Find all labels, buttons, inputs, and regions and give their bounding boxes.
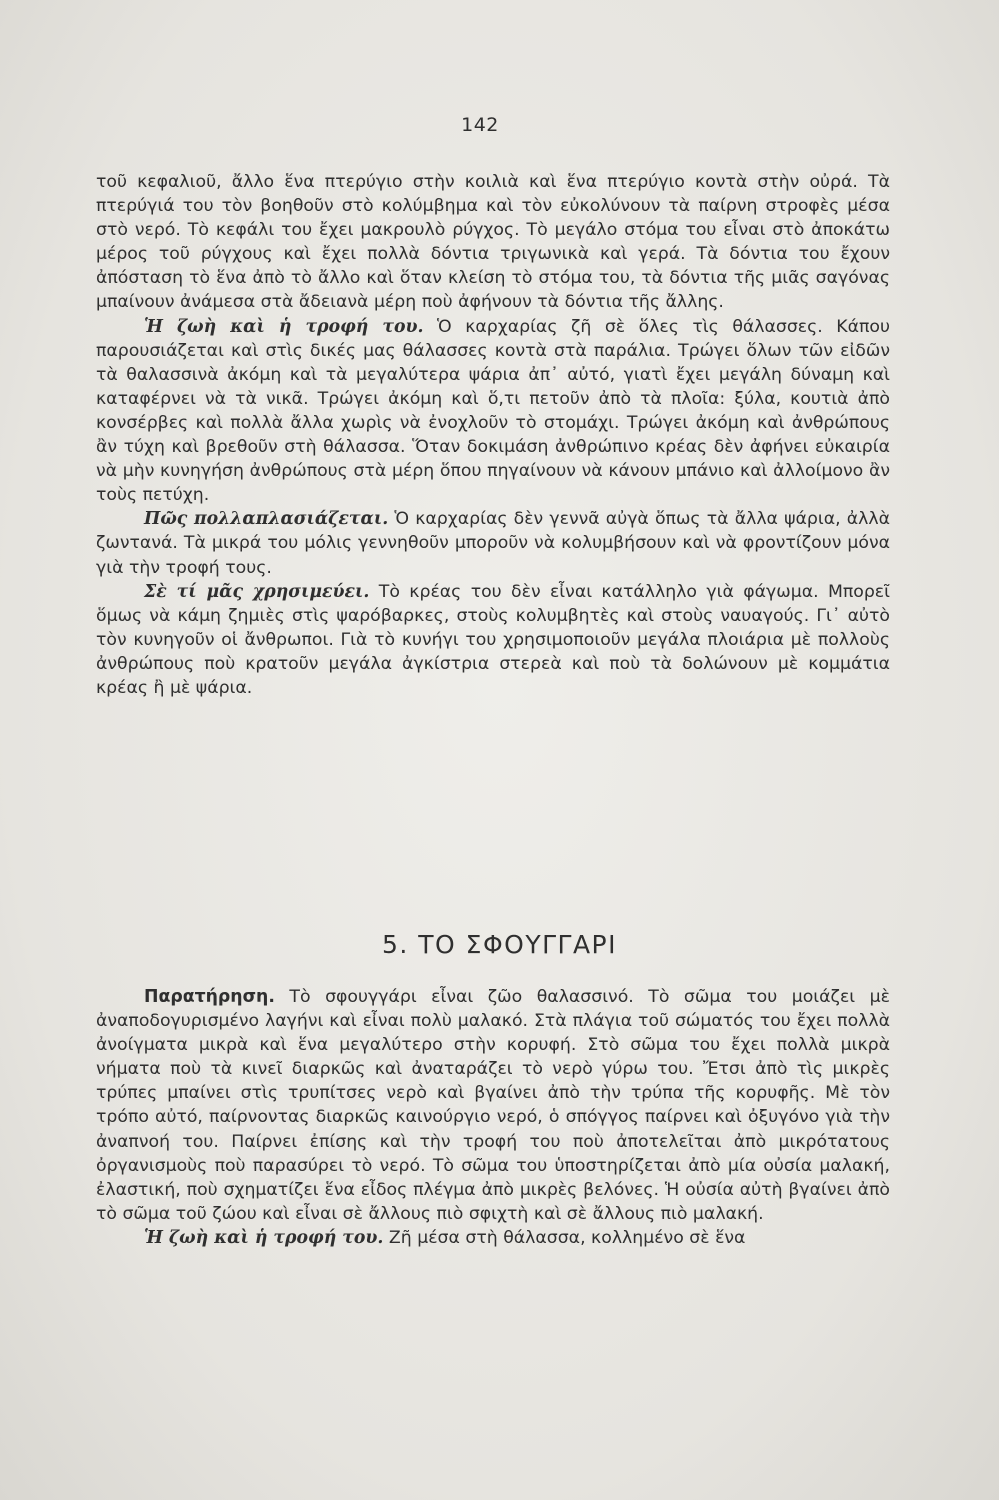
sponge-observation-text: Τὸ σφουγγάρι εἶναι ζῶο θαλασσινό. Τὸ σῶμα του μοιάζει μὲ ἀναποδογυρισμένο λαγήνι καὶ εἶναι πολὺ μαλακό. Στὰ πλάγια τοῦ σώματός του ἔχει πολλὰ ἀνοίγματα μικρὰ καὶ ἕνα μεγαλύτερο στὴν κορυφή. Στὸ σῶμα του ἔχει πολλὰ μικρὰ νήματα ποὺ τὰ κινεῖ διαρκῶς καὶ ἀναταράζει τὸ νερὸ γύρω του. Ἔτσι ἀπὸ τὶς μικρὲς τρύπες μπαίνει στὶς τρυπίτσες νερὸ καὶ βγαίνει ἀπὸ τὴν τρύπα τῆς κορυφῆς. Μὲ τὸν τρόπο αὐτό, παίρνοντας διαρκῶς καινούργιο νερό, ὁ σπόγγος παίρνει καὶ ὀξυγόνο γιὰ τὴν ἀναπνοή του. Παίρνει ἐπίσης καὶ τὴν τροφή του ποὺ ἀποτελεῖται ἀπὸ μικρότατους ὀργανισμοὺς ποὺ παρασύρει τὸ νερό. Τὸ σῶμα του ὑποστηρίζεται ἀπὸ μία οὐσία μαλακή, ἐλαστική, ποὺ σχηματίζει ἕνα εἶδος πλέγμα ἀπὸ μικρὲς βελόνες. Ἡ οὐσία αὐτὴ βγαίνει ἀπὸ τὸ σῶμα τοῦ ζώου καὶ εἶναι σὲ ἄλλους πιὸ σφιχτὴ καὶ σὲ ἄλλους πιὸ μαλακή. — [96, 987, 890, 1224]
sponge-life-lead: Ἡ ζωὴ καὶ ἡ τροφή του. — [144, 1227, 384, 1248]
shark-life-lead: Ἡ ζωὴ καὶ ἡ τροφή του. — [144, 316, 424, 337]
sponge-section-text — [96, 985, 890, 1250]
sponge-observation-paragraph — [96, 985, 890, 1226]
shark-usefulness-lead: Σὲ τί μᾶς χρησιμεύει. — [144, 581, 370, 602]
shark-usefulness-text: Τὸ κρέας του δὲν εἶναι κατάλληλο γιὰ φάγωμα. Μπορεῖ ὅμως νὰ κάμη ζημιὲς στὶς ψαρόβαρκες, στοὺς κολυμβητὲς καὶ στοὺς ναυαγούς. Γι᾽ αὐτὸ τὸν κυνηγοῦν οἱ ἄνθρωποι. Γιὰ τὸ κυνήγι του χρησιμοποιοῦν μεγάλα πλοιάρια μὲ πολλοὺς ἀνθρώπους ποὺ κρατοῦν μεγάλα ἀγκίστρια στερεὰ καὶ ποὺ τὰ δολώνουν μὲ κομμάτια κρέας ἢ μὲ ψάρια. — [96, 581, 890, 698]
shark-usefulness-paragraph — [96, 580, 890, 700]
shark-life-text: Ὁ καρχαρίας ζῆ σὲ ὅλες τὶς θάλασσες. Κάπου παρουσιάζεται καὶ στὶς δικές μας θάλασσες κοντὰ στὰ παράλια. Τρώγει ὅλων τῶν εἰδῶν τὰ θαλασσινὰ ἀκόμη καὶ τὰ μεγαλύτερα ψάρια ἀπ᾽ αὐτό, γιατὶ ἔχει μεγάλη δύναμη καὶ καταφέρνει νὰ τὰ νικᾶ. Τρώγει ἀκόμη καὶ ὅ,τι πετοῦν ἀπὸ τὰ πλοῖα: ξύλα, κουτιὰ ἀπὸ κονσέρβες καὶ πολλὰ ἄλλα χωρὶς νὰ ἐνοχλοῦν τὸ στομάχι. Τρώγει ἀκόμη καὶ ἀνθρώπους ἂν τύχη καὶ βρεθοῦν στὴ θάλασσα. Ὅταν δοκιμάση ἀνθρώπινο κρέας δὲν ἀφήνει εὐκαιρία νὰ μὴν κυνηγήση ἀνθρώπους στὰ μέρη ὅπου πηγαίνουν νὰ κάνουν μπάνιο καὶ ἀλλοίμονο ἂν τοὺς πετύχη. — [96, 316, 890, 506]
section-heading-sponge: 5. ΤΟ ΣΦΟΥΓΓΑΡΙ — [381, 930, 618, 959]
sponge-life-paragraph — [96, 1226, 890, 1250]
shark-reproduction-lead: Πῶς πολλαπλασιάζεται. — [144, 509, 389, 530]
shark-reproduction-text: Ὁ καρχαρίας δὲν γεννᾶ αὐγὰ ὅπως τὰ ἄλλα ψάρια, ἀλλὰ ζωντανά. Τὰ μικρά του μόλις γεννηθοῦν μποροῦν νὰ κολυμβήσουν καὶ νὰ φροντίζουν μόνα γιὰ τὴν τροφή τους. — [96, 509, 890, 578]
sponge-life-text: Ζῆ μέσα στὴ θάλασσα, κολλημένο σὲ ἕνα — [383, 1227, 746, 1248]
shark-section-text — [96, 170, 890, 700]
page-number: 142 — [461, 114, 499, 136]
sponge-observation-lead: Παρατήρηση. — [144, 987, 275, 1007]
shark-reproduction-paragraph — [96, 507, 890, 579]
shark-anatomy-paragraph: τοῦ κεφαλιοῦ, ἄλλο ἕνα πτερύγιο στὴν κοιλιὰ καὶ ἕνα πτερύγιο κοντὰ στὴν οὐρά. Τὰ πτερύγιά του τὸν βοηθοῦν στὸ κολύμβημα καὶ τὸν εὐκολύνουν τὰ παίρνη στροφὲς μέσα στὸ νερό. Τὸ κεφάλι του ἔχει μακρουλὸ ρύγχος. Τὸ μεγάλο στόμα του εἶναι στὸ ἀποκάτω μέρος τοῦ ρύγχους καὶ ἔχει πολλὰ δόντια τριγωνικὰ καὶ γερά. Τὰ δόντια του ἔχουν ἀπόσταση τὸ ἕνα ἀπὸ τὸ ἄλλο καὶ ὅταν κλείση τὸ στόμα του, τὰ δόντια τῆς μιᾶς σαγόνας μπαίνουν ἀνάμεσα στὰ ἄδειανὰ μέρη ποὺ ἀφήνουν τὰ δόντια τῆς ἄλλης. — [96, 172, 890, 313]
shark-life-paragraph — [96, 315, 890, 508]
